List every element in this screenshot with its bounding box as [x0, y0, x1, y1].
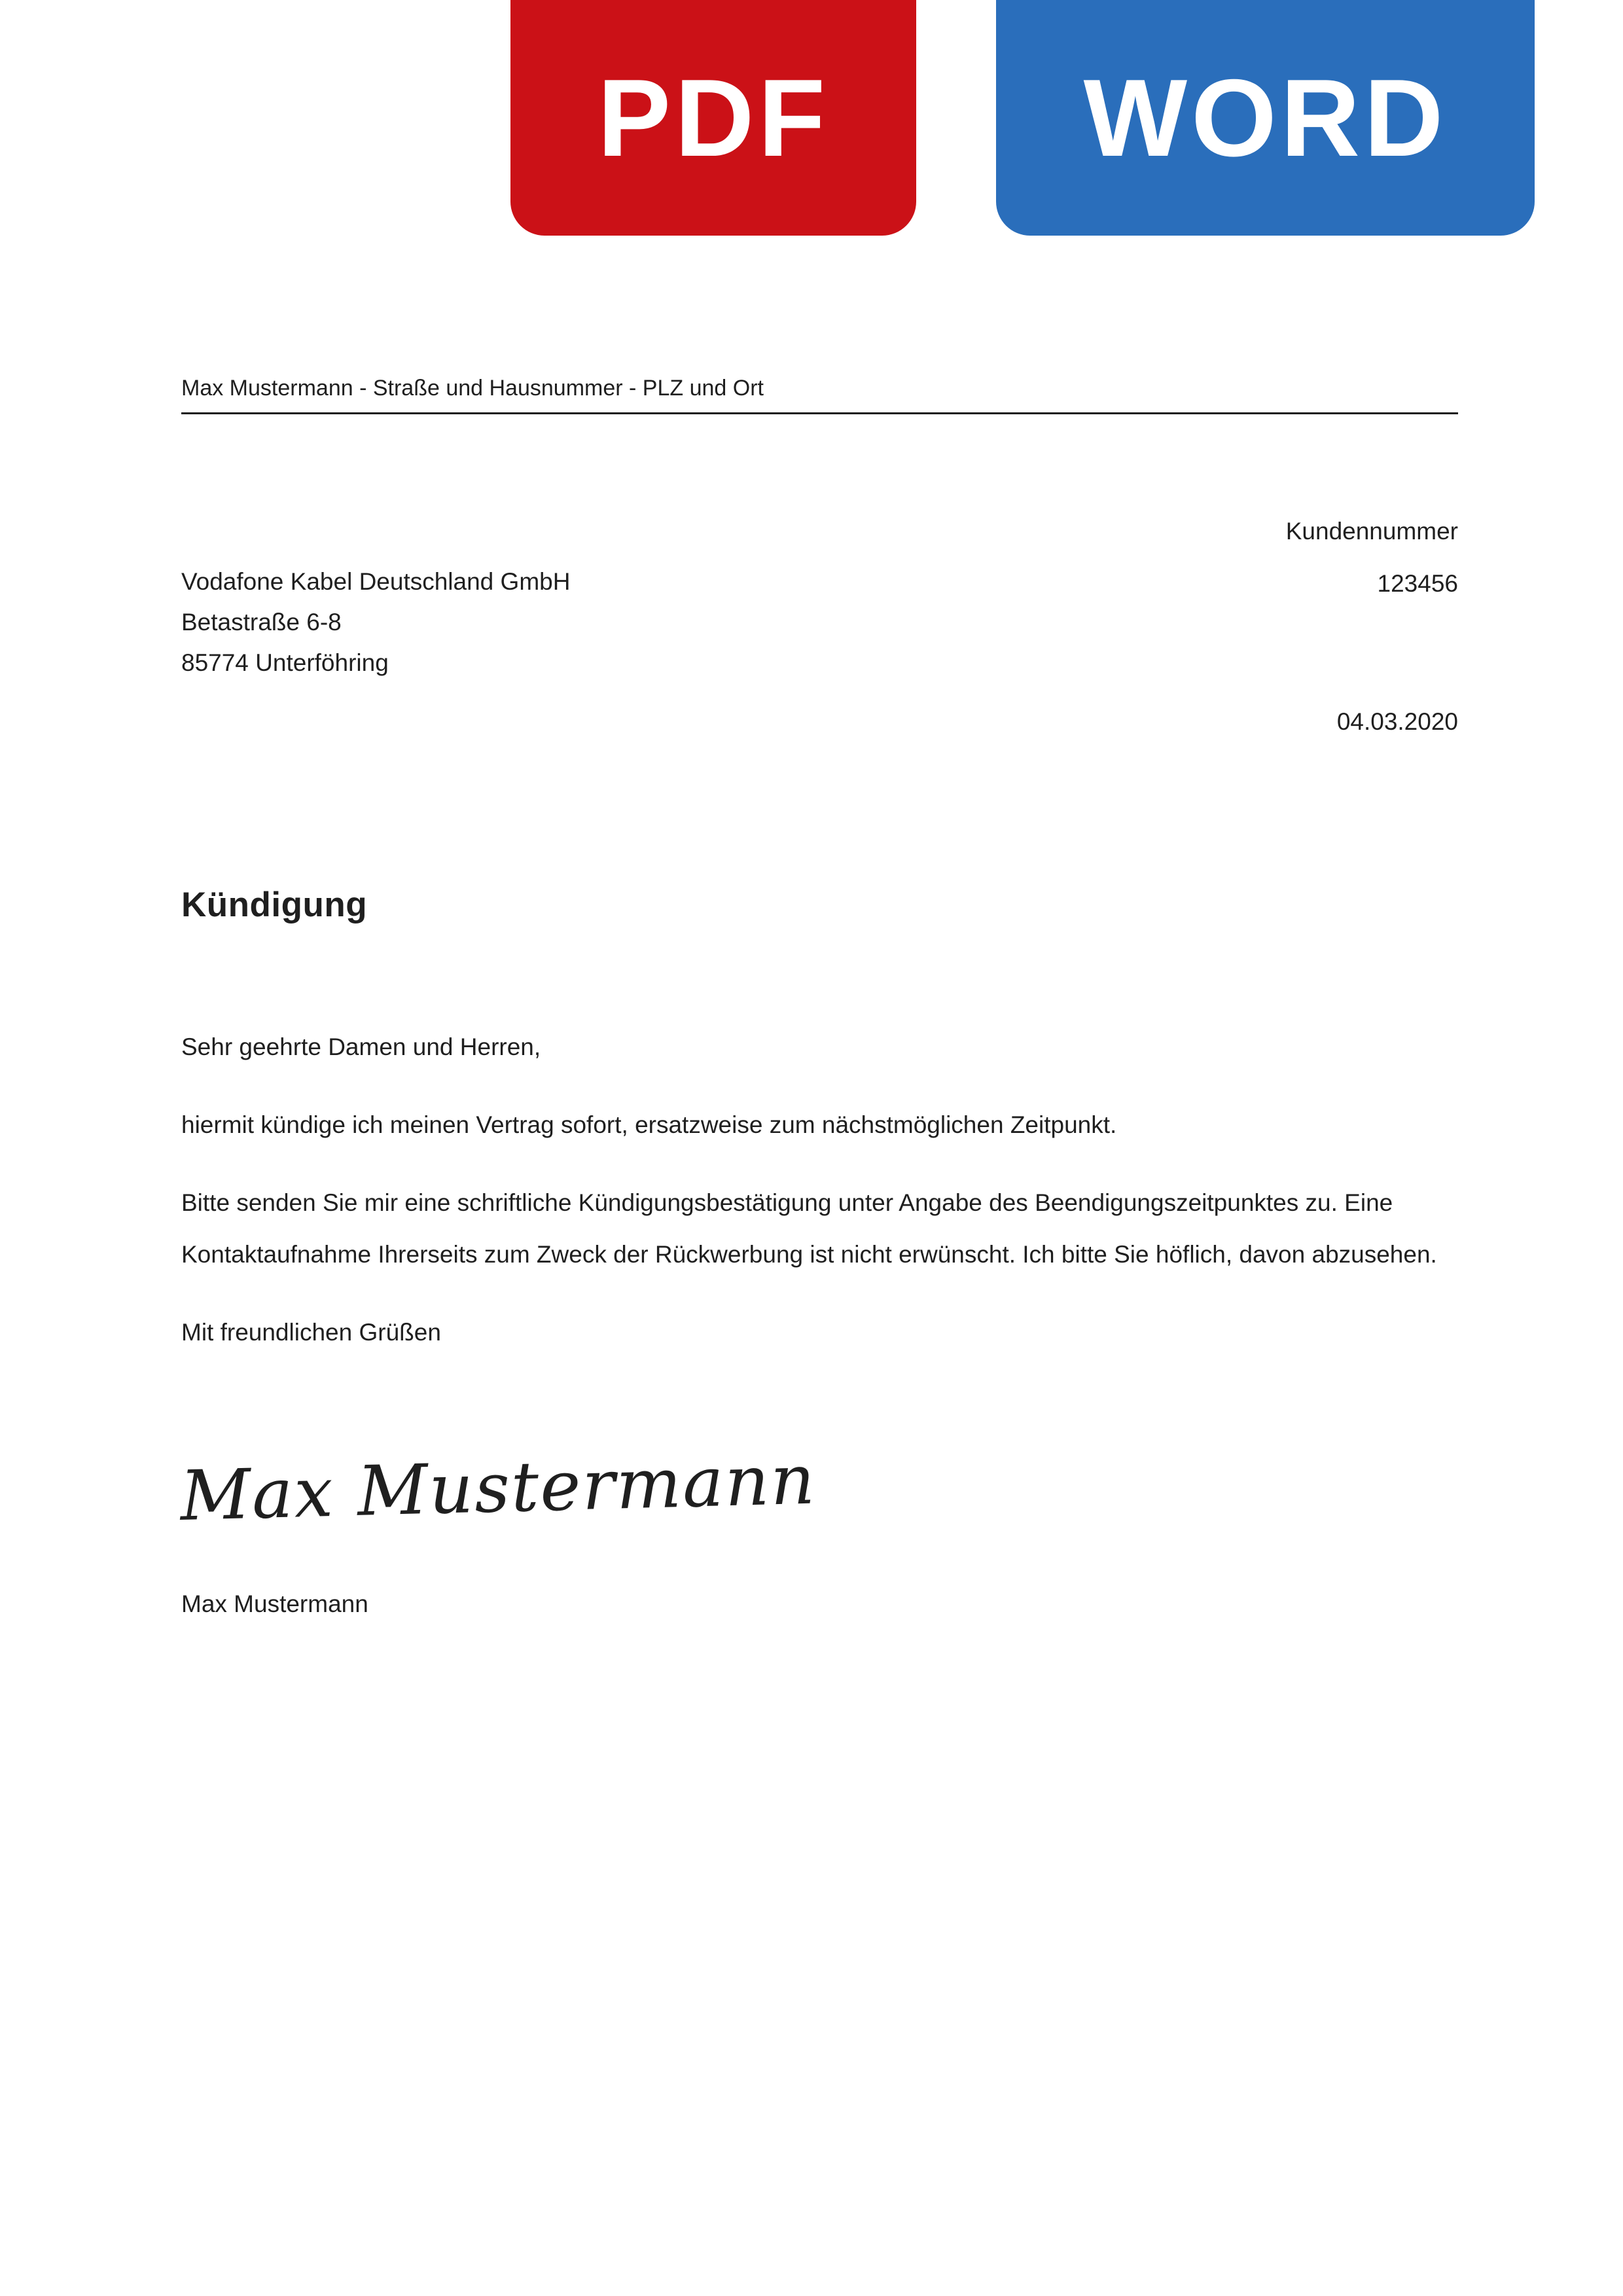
recipient-name: Vodafone Kabel Deutschland GmbH [181, 568, 571, 595]
salutation: Sehr geehrte Damen und Herren, [181, 1033, 541, 1060]
signature-name: Max Mustermann [181, 1590, 368, 1617]
letter-body [181, 1021, 1458, 1358]
customer-number-label: Kundennummer [1285, 518, 1458, 545]
customer-number-block [1286, 505, 1458, 610]
word-download-button[interactable]: WORD [996, 0, 1535, 236]
paragraph-cancellation: hiermit kündige ich meinen Vertrag sofort, ersatzweise zum nächstmöglichen Zeitpunkt. [181, 1111, 1117, 1138]
recipient-street: Betastraße 6-8 [181, 609, 342, 636]
closing: Mit freundlichen Grüßen [181, 1319, 441, 1346]
recipient-address [181, 562, 570, 683]
customer-number-value: 123456 [1377, 570, 1458, 597]
recipient-city: 85774 Unterföhring [181, 649, 389, 676]
handwritten-signature: Max Mustermann [179, 1439, 817, 1536]
pdf-download-button[interactable]: PDF [510, 0, 916, 236]
sender-address-line: Max Mustermann - Straße und Hausnummer - PLZ und Ort [181, 374, 1458, 414]
paragraph-confirmation-request: Bitte senden Sie mir eine schriftliche Kündigungsbestätigung unter Angabe des Beendigungszeitpunktes zu. Eine Kontaktaufnahme Ihrerseits zum Zweck der Rückwerbung ist nicht erwünscht. Ich bitte Sie höflich, davon abzusehen. [181, 1189, 1437, 1268]
letter-subject: Kündigung [181, 886, 368, 924]
letter-date: 04.03.2020 [1336, 708, 1458, 735]
